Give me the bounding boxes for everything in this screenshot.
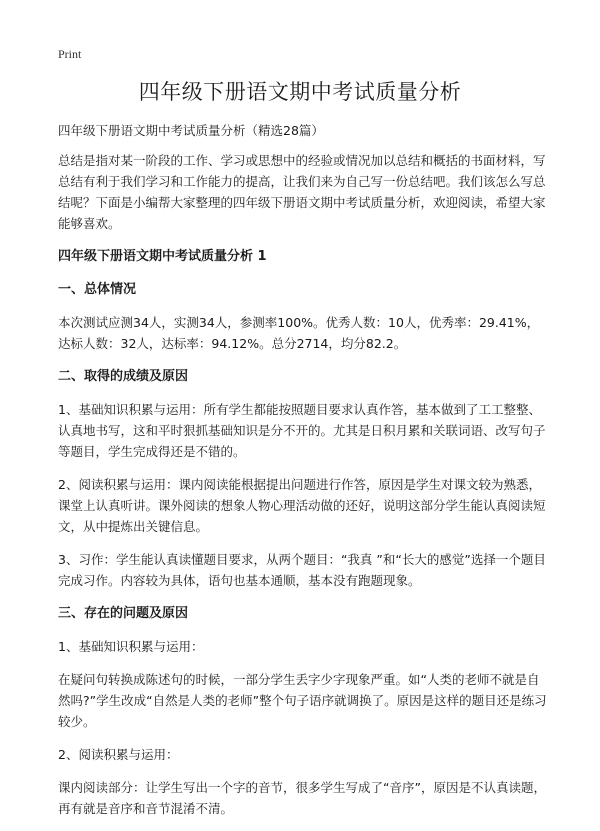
section-heading-problems: 三、存在的问题及原因 — [58, 606, 189, 621]
problems-paragraph-1: 1、基础知识积累与运用： — [58, 639, 204, 654]
problems-paragraph-2: 在疑问句转换成陈述句的时候，一部分学生丢字少字现象严重。如“人类的老师不就是自然吗?”学生改成“自然是人类的老师”整个句子语序就调换了。原因是这样的题目还是练习较少。 — [58, 672, 547, 729]
section-heading-overall: 一、总体情况 — [58, 282, 137, 297]
document-body — [58, 120, 548, 831]
intro-paragraph: 总结是指对某一阶段的工作、学习或思想中的经验或情况加以总结和概括的书面材料，写总结有利于我们学习和工作能力的提高，让我们来为自己写一份总结吧。我们该怎么写总结呢？下面是小编帮大家整理的四年级下册语文期中考试质量分析，欢迎阅读，希望大家能够喜欢。 — [58, 153, 546, 231]
section-heading-achievements: 二、取得的成绩及原因 — [58, 369, 189, 384]
print-link[interactable]: Print — [58, 47, 82, 61]
article-heading: 四年级下册语文期中考试质量分析 1 — [58, 249, 267, 264]
section-overall-text: 本次测试应测34人，实测34人，参测率100%。优秀人数：10人，优秀率：29.41%，达标人数：32人，达标率：94.12%。总分2714，均分82.2。 — [58, 315, 540, 351]
achievements-paragraph-3: 3、习作：学生能认真读懂题目要求，从两个题目：“我真 ”和“长大的感觉”选择一个题目完成习作。内容较为具体，语句也基本通顺，基本没有跑题现象。 — [58, 552, 546, 588]
page-title: 四年级下册语文期中考试质量分析 — [138, 80, 462, 104]
achievements-paragraph-1: 1、基础知识积累与运用：所有学生都能按照题目要求认真作答，基本做到了工工整整、认真地书写，这和平时狠抓基础知识是分不开的。尤其是日积月累和关联词语、改写句子等题目，学生完成得还是不错的。 — [58, 402, 546, 459]
problems-paragraph-4: 课内阅读部分：让学生写出一个字的音节，很多学生写成了“音序”，原因是不认真读题，再有就是音序和音节混淆不清。 — [58, 780, 546, 816]
problems-paragraph-3: 2、阅读积累与运用： — [58, 747, 179, 762]
achievements-paragraph-2: 2、阅读积累与运用：课内阅读能根据提出问题进行作答，原因是学生对课文较为熟悉，课堂上认真听讲。课外阅读的想象人物心理活动做的还好，说明这部分学生能认真阅读短文，从中提炼出关键信息。 — [58, 477, 546, 534]
document-subtitle: 四年级下册语文期中考试质量分析（精选28篇） — [58, 123, 324, 138]
